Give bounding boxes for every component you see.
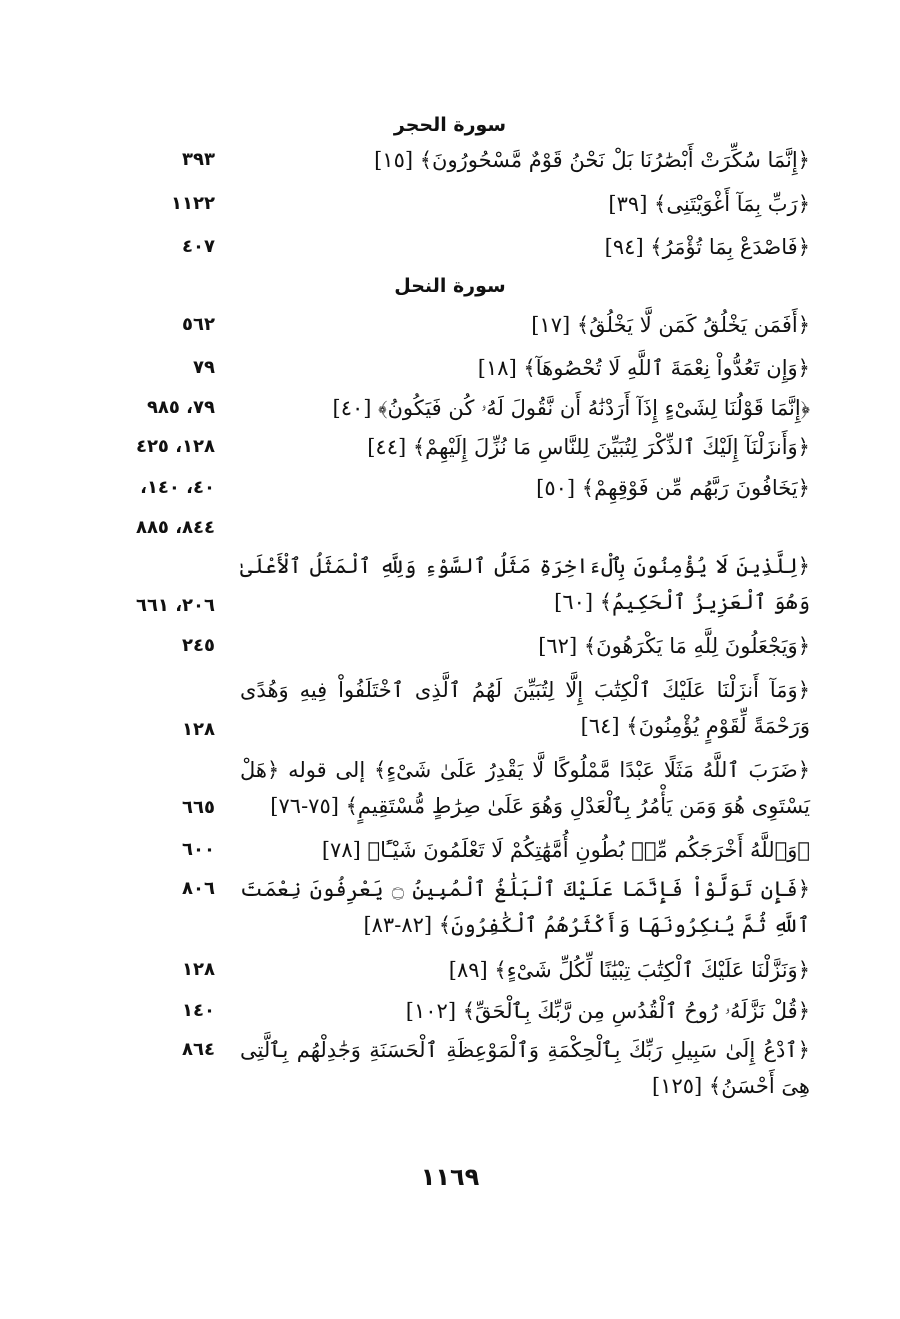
verse-entry: ﴿يَخَافُونَ رَبَّهُم مِّن فَوْقِهِمْ﴾ [٥٠] — [536, 476, 810, 500]
verse-entry: ﴿إِنَّمَا قَوْلُنَا لِشَىْءٍ إِذَآ أَرَدْنَٰهُ أَن نَّقُولَ لَهُۥ كُن فَيَكُونُ﴾ [٤٠] — [332, 396, 810, 420]
surah-heading-hijr: سورة الحجر — [393, 114, 507, 136]
page-ref: ٣٩٣ — [182, 149, 215, 170]
page-ref: ٤٠٧ — [182, 236, 215, 257]
verse-entry: ﴿وَنَزَّلْنَا عَلَيْكَ ٱلْكِتَٰبَ تِبْيَٰنًا لِّكُلِّ شَىْءٍ﴾ [٨٩] — [448, 958, 810, 982]
page-ref: ٦٦٥ — [182, 797, 215, 818]
page-ref: ٨٠٦ — [182, 878, 215, 899]
verse-entry: ﴿قُلْ نَزَّلَهُۥ رُوحُ ٱلْقُدُسِ مِن رَّبِّكَ بِٱلْحَقِّ﴾ [١٠٢] — [405, 999, 810, 1023]
verse-entry: ﴿لِلَّذِينَ لَا يُؤْمِنُونَ بِٱلْءَاخِرَةِ مَثَلُ ٱلسَّوْءِ وَلِلَّهِ ٱلْمَثَلُ ٱلْأَعْلَىٰ وَهُوَ ٱلْعَزِيزُ ٱلْحَكِيمُ﴾ [٦٠] — [240, 554, 810, 614]
page-ref-continued: ٨٤٤، ٨٨٥ — [135, 517, 215, 538]
page-ref: ٨٦٤ — [182, 1039, 215, 1060]
verse-entry: ﴿وَيَجْعَلُونَ لِلَّهِ مَا يَكْرَهُونَ﴾ [٦٢] — [538, 634, 810, 658]
page-ref: ٧٩، ٩٨٥ — [146, 397, 215, 418]
verse-entry: ﴿وَإِن تَعُدُّواْ نِعْمَةَ ٱللَّهِ لَا تُحْصُوهَآ﴾ [١٨] — [477, 356, 810, 380]
page-ref: ١٢٨ — [182, 959, 215, 980]
verse-entry: ﴿ٱدْعُ إِلَىٰ سَبِيلِ رَبِّكَ بِٱلْحِكْمَةِ وَٱلْمَوْعِظَةِ ٱلْحَسَنَةِ وَجَٰدِلْهُم بِٱلَّتِى هِىَ أَحْسَنُ﴾ [١٢٥] — [240, 1038, 810, 1098]
page-number: ١١٦٩ — [420, 1163, 480, 1191]
surah-heading-nahl: سورة النحل — [394, 275, 506, 297]
verse-entry: ﴿وَٱللَّهُ أَخْرَجَكُم مِّنۢ بُطُونِ أُمَّهَٰتِكُمْ لَا تَعْلَمُونَ شَيْـًٔا﴾ [٧٨] — [321, 838, 810, 862]
verse-entry: ﴿وَمَآ أَنزَلْنَا عَلَيْكَ ٱلْكِتَٰبَ إِلَّا لِتُبَيِّنَ لَهُمُ ٱلَّذِى ٱخْتَلَفُواْ فِيهِ وَهُدًى وَرَحْمَةً لِّقَوْمٍ يُؤْمِنُونَ﴾ [٦٤] — [240, 678, 810, 738]
page-ref: ١٤٠ — [182, 1000, 215, 1021]
page-ref: ٢٠٦، ٦٦١ — [135, 595, 215, 616]
verse-entry: ﴿وَأَنزَلْنَآ إِلَيْكَ ٱلذِّكْرَ لِتُبَيِّنَ لِلنَّاسِ مَا نُزِّلَ إِلَيْهِمْ﴾ [٤٤] — [367, 435, 810, 459]
page-ref: ٢٤٥ — [182, 635, 215, 656]
page-ref: ١٢٨ — [182, 719, 215, 740]
verse-entry: ﴿فَإِن تَوَلَّوْاْ فَإِنَّمَا عَلَيْكَ ٱلْبَلَٰغُ ٱلْمُبِينُ ۝ يَعْرِفُونَ نِعْمَتَ ٱللَّهِ ثُمَّ يُنكِرُونَهَا وَأَكْثَرُهُمُ ٱلْكَٰفِرُونَ﴾ [٨٢-٨٣] — [240, 877, 811, 937]
verse-entry: ﴿ضَرَبَ ٱللَّهُ مَثَلًا عَبْدًا مَّمْلُوكًا لَّا يَقْدِرُ عَلَىٰ شَىْءٍ﴾ إلى قوله ﴿هَلْ يَسْتَوِى هُوَ وَمَن يَأْمُرُ بِٱلْعَدْلِ وَهُوَ عَلَىٰ صِرَٰطٍ مُّسْتَقِيمٍ﴾ [٧٥-٧٦] — [240, 758, 810, 818]
page-ref: ٧٩ — [193, 357, 215, 378]
page-ref: ١١٢٢ — [171, 193, 215, 214]
page-ref: ١٢٨، ٤٢٥ — [135, 436, 215, 457]
verse-entry: ﴿أَفَمَن يَخْلُقُ كَمَن لَّا يَخْلُقُ﴾ [١٧] — [531, 313, 810, 337]
verse-entry: ﴿فَاصْدَعْ بِمَا تُؤْمَرُ﴾ [٩٤] — [604, 235, 810, 259]
verse-entry: ﴿إِنَّمَا سُكِّرَتْ أَبْصَٰرُنَا بَلْ نَحْنُ قَوْمٌ مَّسْحُورُونَ﴾ [١٥] — [374, 148, 810, 172]
page-ref: ٤٠، ١٤٠، — [140, 477, 215, 498]
page-ref: ٦٠٠ — [182, 839, 215, 860]
page-ref: ٥٦٢ — [182, 314, 215, 335]
verse-entry: ﴿رَبِّ بِمَآ أَغْوَيْتَنِى﴾ [٣٩] — [608, 192, 810, 216]
